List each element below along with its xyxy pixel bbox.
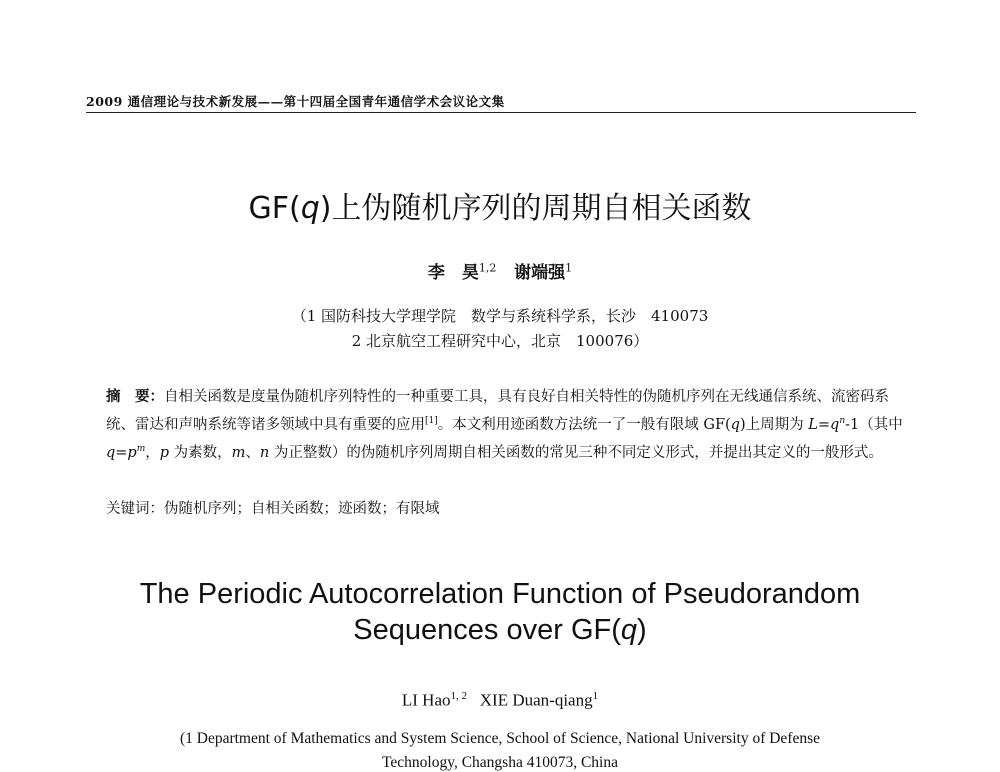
affiliation-en-line-1: (1 Department of Mathematics and System Science, School of Science, National University of Defense [179, 730, 821, 747]
author-en-2-affil: 1 [592, 690, 599, 702]
abstract-label: 摘 要： [106, 388, 164, 405]
abstract-text-6: 为素数， [169, 444, 232, 461]
abstract-formula-n: n [839, 416, 846, 426]
keywords-label: 关键词： [106, 501, 164, 517]
keywords-chinese [106, 497, 906, 518]
abstract-ref: [1] [425, 416, 438, 426]
abstract-text-7: 为正整数）的伪随机序列周期自相关函数的常见三种不同定义形式，并提出其定义的一般形式。 [269, 444, 883, 461]
author-cn-1-affil: 1,2 [478, 261, 497, 275]
abstract-p: p [159, 444, 170, 461]
abstract-formula-L: L=q [808, 416, 840, 433]
title-en-line-2 [0, 612, 1000, 648]
title-cn-var: q [300, 191, 320, 226]
author-cn-1: 李 昊 [427, 263, 479, 283]
affiliation-en-line-2: Technology, Changsha 410073, China [382, 754, 618, 771]
abstract-text-2: 。本文利用迹函数方法统一了一般有限域 GF( [437, 416, 731, 433]
abstract-m: m [231, 444, 246, 461]
author-cn-2-affil: 1 [565, 261, 573, 275]
abstract-formula-q: q=p [106, 444, 137, 461]
abstract-q: q [730, 416, 740, 433]
title-en-line-2-prefix: Sequences over GF( [353, 614, 621, 646]
paper-title-chinese [0, 183, 1000, 227]
author-cn-2: 谢端强 [514, 263, 566, 283]
abstract-sep: 、 [245, 444, 260, 461]
abstract-text-4: （其中 [859, 416, 903, 433]
abstract-n: n [259, 444, 270, 461]
title-en-var: q [620, 614, 638, 646]
author-en-1: LI Hao [401, 690, 451, 710]
author-en-2: XIE Duan-qiang [479, 690, 593, 710]
authors-english [0, 690, 1000, 711]
author-en-1-affil: 1, 2 [450, 690, 468, 702]
title-en-line-2-suffix: ) [637, 614, 647, 646]
abstract-text-1: 自相关函数是度量伪随机序列特性的一种重要工具，具有良好自相关特性的伪随机序列在无线通信系统、流密码系统、雷达和声呐系统等诸多领域中具有重要的应用 [106, 389, 889, 433]
header-rule [86, 112, 916, 113]
title-cn-prefix: GF( [248, 191, 301, 226]
abstract-text-5: ， [145, 444, 160, 461]
abstract-formula-m: m [136, 443, 146, 454]
abstract-formula-tail: -1 [845, 416, 860, 433]
authors-chinese [0, 258, 1000, 283]
title-en-line-1: The Periodic Autocorrelation Function of Pseudorandom [139, 578, 861, 610]
abstract-text-3: )上周期为 [739, 416, 809, 433]
paper-title-english [0, 576, 1000, 648]
affiliation-cn-line-2: 2 北京航空工程研究中心，北京 100076） [351, 332, 649, 350]
title-cn-suffix: )上伪随机序列的周期自相关函数 [319, 191, 752, 226]
affiliation-cn-line-1: （1 国防科技大学理学院 数学与系统科学系，长沙 410073 [291, 307, 709, 325]
abstract-chinese [106, 385, 906, 465]
keywords-text: 伪随机序列；自相关函数；迹函数；有限域 [164, 501, 440, 517]
running-header: 2009 通信理论与技术新发展——第十四届全国青年通信学术会议论文集 [86, 94, 505, 109]
